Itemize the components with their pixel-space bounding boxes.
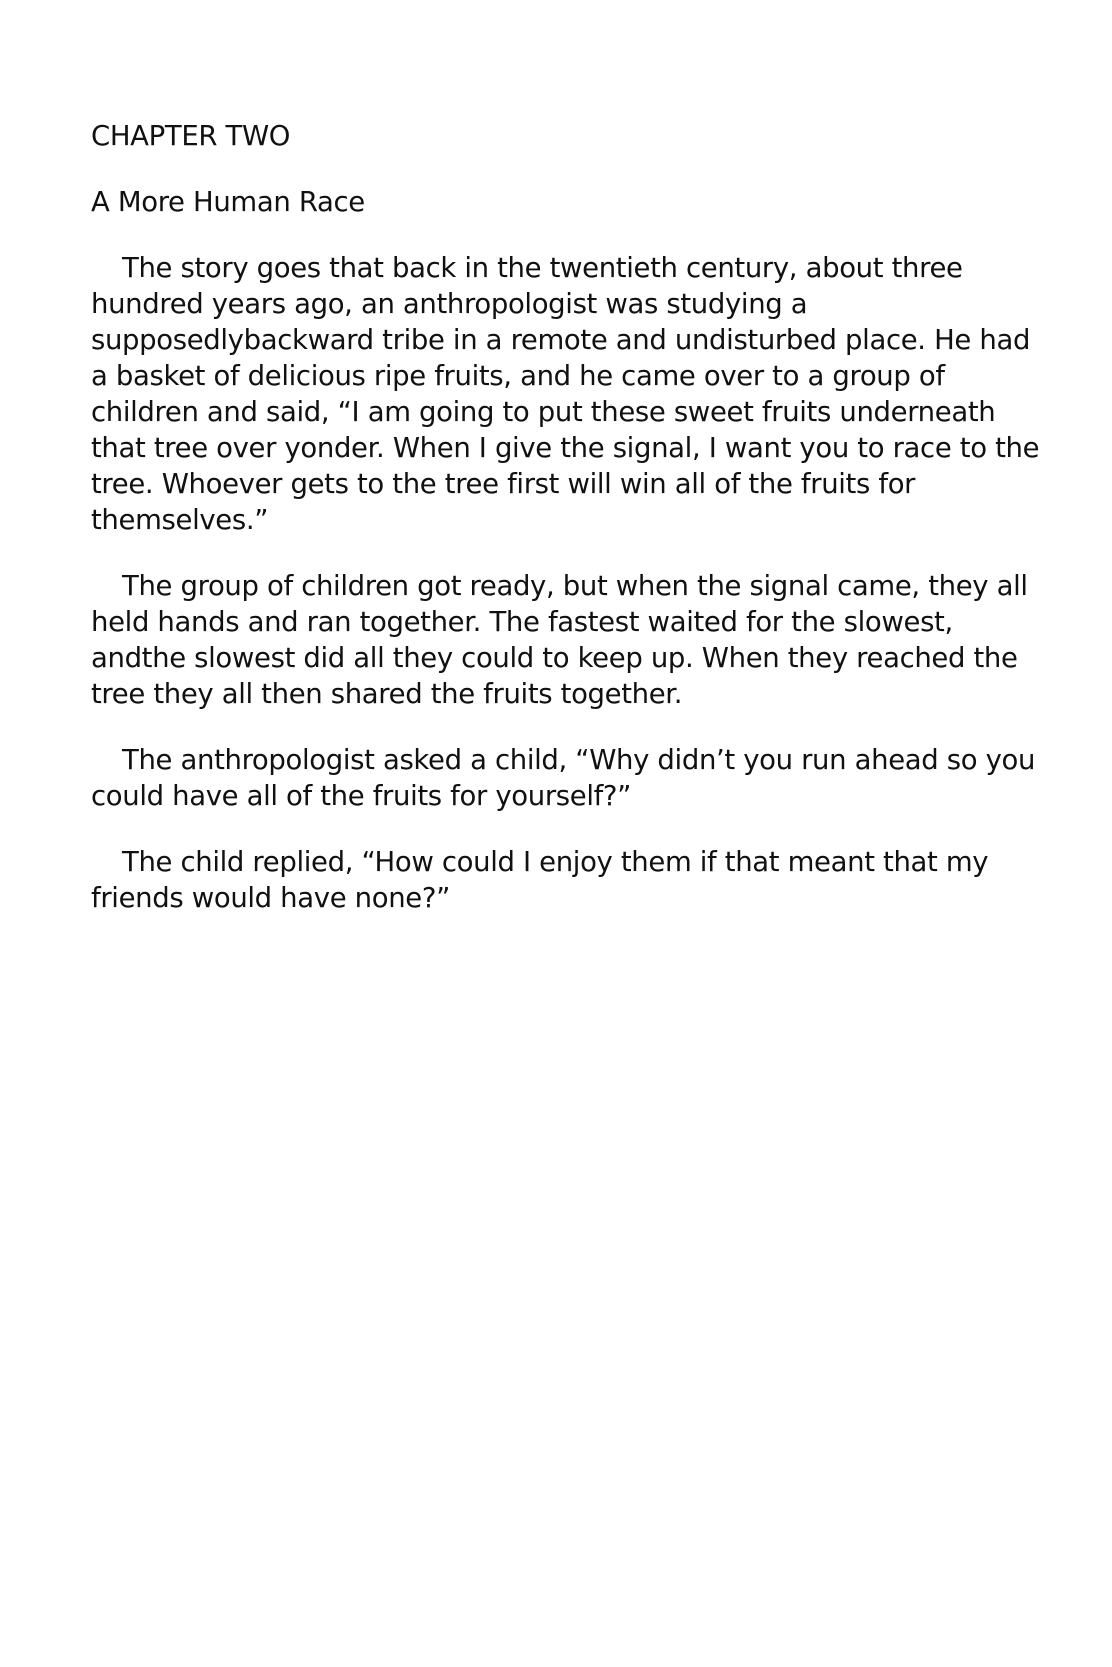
paragraph: The anthropologist asked a child, “Why didn’t you run ahead so you could have all of the fruits for yourself?” [91, 744, 1036, 812]
chapter-label: CHAPTER TWO [91, 120, 291, 152]
page-content [91, 118, 1051, 946]
paragraph: The story goes that back in the twentieth century, about three hundred years ago, an anthropologist was studying a supposedlybackward tribe in a remote and undisturbed place. He had a basket of delicious ripe fruits, and he came over to a group of children and said, “I am going to put these sweet fruits underneath that tree over yonder. When I give the signal, I want you to race to the tree. Whoever gets to the tree first will win all of the fruits for themselves.” [91, 252, 1040, 536]
paragraph: The child replied, “How could I enjoy them if that meant that my friends would have none?” [91, 846, 989, 914]
chapter-title: A More Human Race [91, 186, 365, 218]
paragraph: The group of children got ready, but when the signal came, they all held hands and ran together. The fastest waited for the slowest, andthe slowest did all they could to keep up. When they reached the tree they all then shared the fruits together. [91, 570, 1028, 710]
